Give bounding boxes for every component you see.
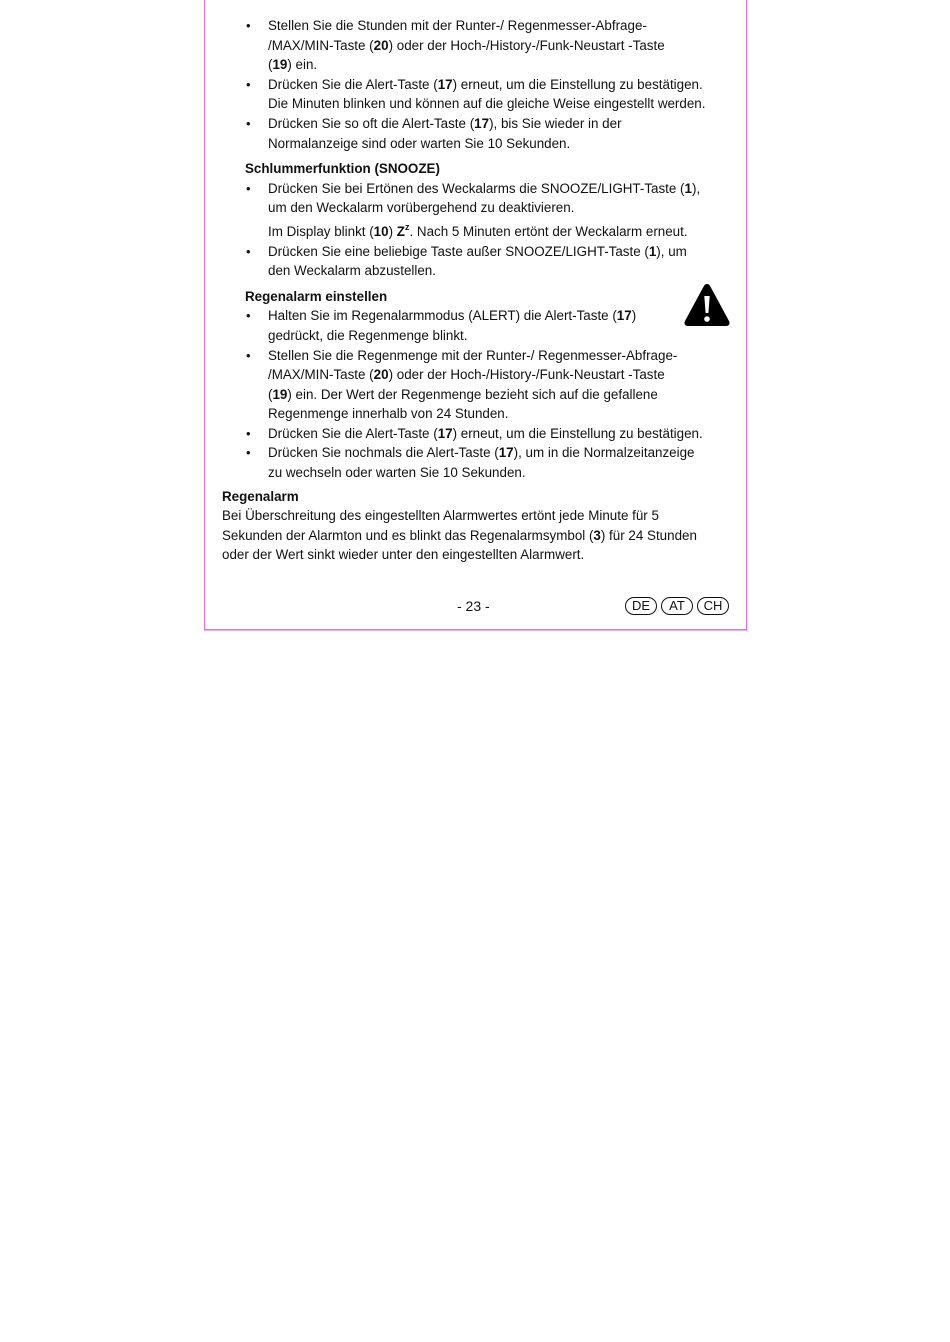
list-item: • Drücken Sie eine beliebige Taste außer SNOOZE/LIGHT-Taste (1), um den Weckalarm abzustellen. xyxy=(205,242,746,281)
snooze-z-symbol: Z xyxy=(396,223,405,239)
list-item: • Drücken Sie nochmals die Alert-Taste (17), um in die Normalzeitanzeige zu wechseln oder warten Sie 10 Sekunden. xyxy=(205,443,746,482)
list-item: • Halten Sie im Regenalarmmodus (ALERT) die Alert-Taste (17) gedrückt, die Regenmenge blinkt. xyxy=(205,306,746,345)
country-badge: CH xyxy=(697,597,729,615)
list-item: • Drücken Sie so oft die Alert-Taste (17), bis Sie wieder in der Normalanzeige sind oder warten Sie 10 Sekunden. xyxy=(205,114,746,153)
list-item: • Drücken Sie die Alert-Taste (17) erneut, um die Einstellung zu bestätigen. xyxy=(205,424,746,444)
snooze-heading: Schlummerfunktion (SNOOZE) xyxy=(245,161,440,177)
country-badge: AT xyxy=(661,597,693,615)
list-item: • Drücken Sie bei Ertönen des Weckalarms die SNOOZE/LIGHT-Taste (1), um den Weckalarm vorübergehend zu deaktivieren. Im Display blinkt (10) $Z^z$. Nach 5 Minuten ertönt der Weckalarm erneut. xyxy=(205,179,746,242)
rain-setup-list xyxy=(205,306,746,482)
country-badge: DE xyxy=(625,597,657,615)
list-item: • Drücken Sie die Alert-Taste (17) erneut, um die Einstellung zu bestätigen. Die Minuten blinken und können auf die gleiche Weise eingestellt werden. xyxy=(205,75,746,114)
rain-alarm-heading: Regenalarm xyxy=(222,488,299,504)
page-footer xyxy=(205,596,746,620)
page-content xyxy=(205,0,746,565)
page-number: - 23 - xyxy=(457,598,490,614)
manual-page xyxy=(204,0,747,630)
rain-alarm-text: Bei Überschreitung des eingestellten Alarmwertes ertönt jede Minute für 5 Sekunden der Alarmton und es blinkt das Regenalarmsymbol (3) für 24 Stunden oder der Wert sinkt wieder unter den eingestellten Alarmwert. xyxy=(222,508,697,563)
rain-setup-heading: Regenalarm einstellen xyxy=(245,288,388,304)
snooze-list xyxy=(205,179,746,281)
warning-triangle-icon xyxy=(683,282,731,328)
country-badges xyxy=(625,597,729,615)
list-item: • Stellen Sie die Stunden mit der Runter-/ Regenmesser-Abfrage- /MAX/MIN-Taste (20) oder der Hoch-/History-/Funk-Neustart -Taste (19) ein. xyxy=(205,16,746,75)
list-item: • Stellen Sie die Regenmenge mit der Runter-/ Regenmesser-Abfrage- /MAX/MIN-Taste (20) oder der Hoch-/History-/Funk-Neustart -Taste (19) ein. Der Wert der Regenmenge bezieht sich auf die gefallene Regenmenge innerhalb von 24 Stunden. xyxy=(205,346,746,424)
intro-list xyxy=(205,16,746,153)
